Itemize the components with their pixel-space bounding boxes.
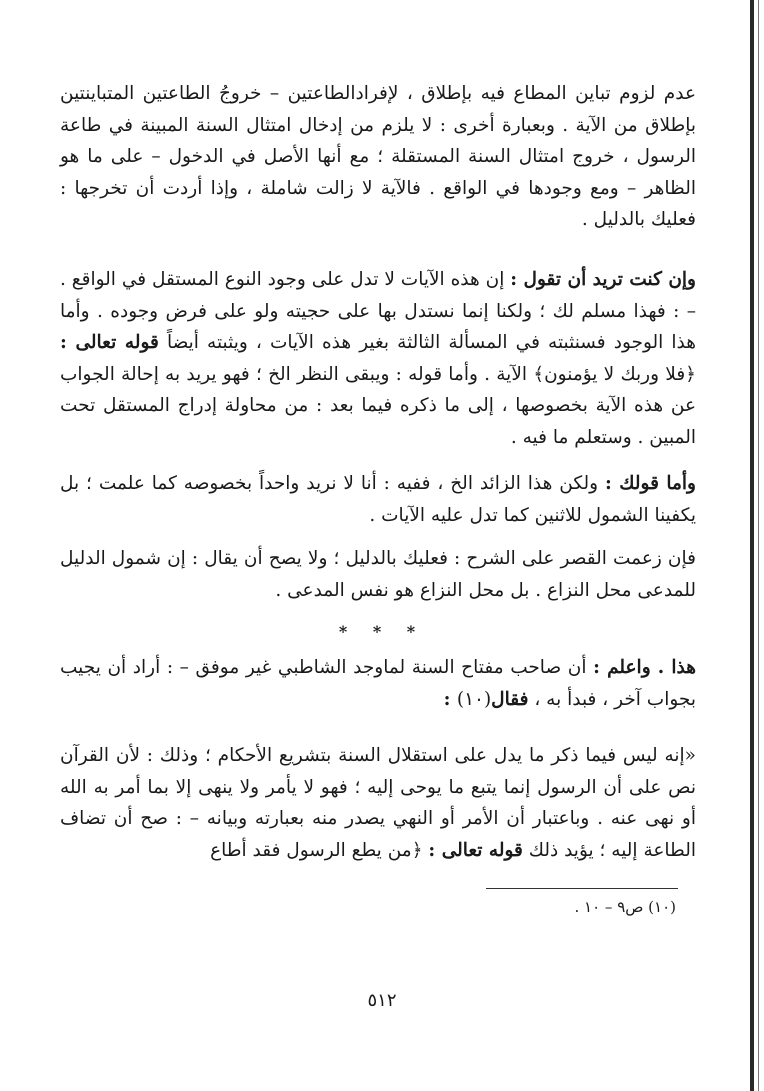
- paragraph-6-bold: قوله تعالى :: [428, 839, 523, 861]
- paragraph-6-quote: [60, 740, 696, 866]
- scan-edge-line: [758, 0, 759, 1091]
- paragraph-3-lead: وأما قولك :: [605, 473, 696, 494]
- paragraph-2-lead: وإن كنت تريد أن تقول :: [510, 269, 696, 290]
- paragraph-4: فإن زعمت القصر على الشرح : فعليك بالدليل ؛ ولا يصح أن يقال : إن شمول الدليل للمدعى محل النزاع . بل محل النزاع هو نفس المدعى .: [60, 548, 696, 601]
- scan-edge: [750, 0, 754, 1091]
- paragraph-3-text: ولكن هذا الزائد الخ ، ففيه : أنا لا نريد واحداً بخصوصه كما علمت ؛ بل يكفينا الشمول للاثنين كما تدل عليه الآيات .: [60, 473, 696, 526]
- page-number: ٥١٢: [367, 990, 397, 1011]
- section-separator: * * *: [338, 622, 426, 641]
- paragraph-5-lead: هذا . واعلم :: [593, 657, 697, 678]
- paragraph-5-text: أن صاحب مفتاح السنة لماوجد الشاطبي غير موفق – : أراد أن يجيب بجواب آخر ، فبدأ به ،: [60, 657, 696, 710]
- footnote: (١٠) ص٩ – ١٠ .: [574, 898, 676, 916]
- paragraph-2-text-a: إن هذه الآيات لا تدل على وجود النوع المستقل في الواقع . – : فهذا مسلم لك ؛ ولكنا إنما نستدل بها على حجيته ولو على فرض وجوده . وأما هذا الوجود فسنثبته في المسألة الثالثة بغير هذه الآيات ، ويثبته أيضاً: [60, 269, 696, 353]
- paragraph-2-text-b: ﴿فلا وربك لا يؤمنون﴾ الآية . وأما قوله : ويبقى النظر الخ ؛ فهو يريد به إحالة الجواب عن هذه الآية بخصوصها ، إلى ما ذكره فيما بعد : من محاولة إدراج المستقل تحت المبين . وستعلم ما فيه .: [60, 363, 696, 448]
- paragraph-5-colon: :: [443, 688, 457, 710]
- paragraph-3: [60, 468, 696, 531]
- paragraph-6-tail: ﴿من يطع الرسول فقد أطاع: [210, 839, 429, 861]
- paragraph-1: عدم لزوم تباين المطاع فيه بإطلاق ، لإفرادالطاعتين – خروجُ الطاعتين المتباينتين بإطلاق من الآية . وبعبارة أخرى : لا يلزم من إدخال امتثال السنة المبينة في طاعة الرسول ، خروج امتثال السنة المستقلة ؛ مع أنها الأصل في الدخول – على ما هو الظاهر – ومع وجودها في الواقع . فالآية لا زالت شاملة ، وإذا أردت أن تخرجها : فعليك بالدليل .: [60, 83, 696, 230]
- paragraph-5-bold: فقال: [491, 688, 529, 710]
- paragraph-2-bold: قوله تعالى :: [60, 332, 159, 353]
- paragraph-6-text: «إنه ليس فيما ذكر ما يدل على استقلال السنة بتشريع الأحكام ؛ وذلك : لأن القرآن نص على أن الرسول إنما يتبع ما يوحى إليه ؛ فهو لا يأمر ولا ينهى إلا بما أمر به الله أو نهى عنه . وباعتبار أن الأمر أو النهي يصدر منه بعبارته وبيانه – : صح أن تضاف الطاعة إليه ؛ يؤيد ذلك: [60, 745, 696, 861]
- paragraph-5: [60, 652, 696, 715]
- paragraph-2: [60, 264, 696, 453]
- footnote-ref: (١٠): [456, 688, 492, 710]
- footnote-divider: [486, 888, 678, 889]
